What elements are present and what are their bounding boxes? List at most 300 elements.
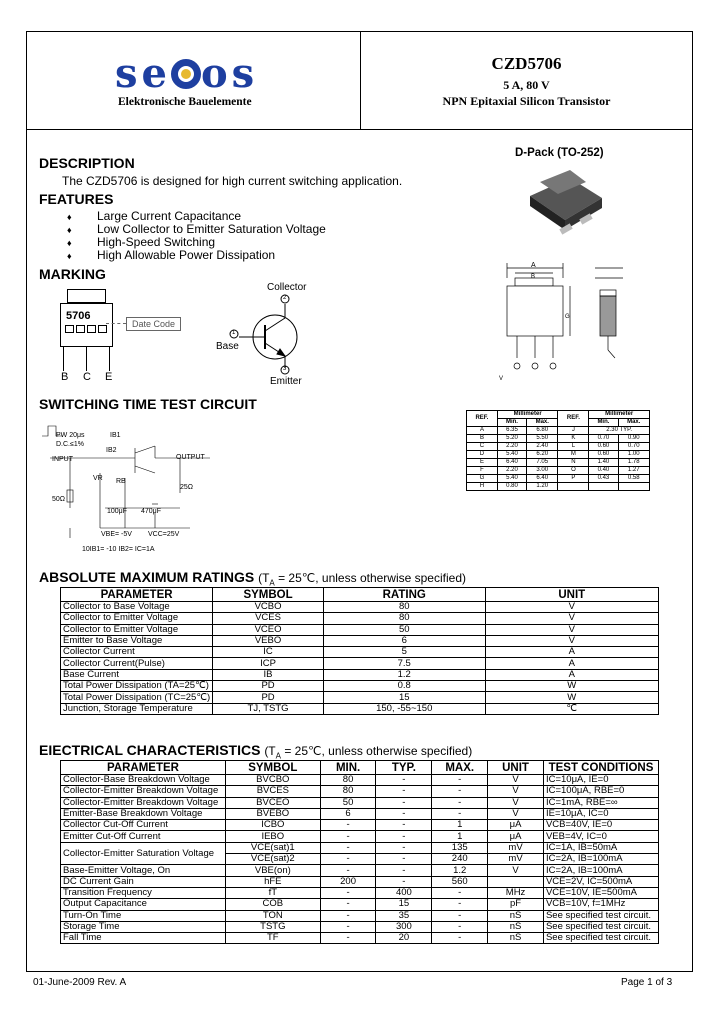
abs-cell: VCES bbox=[213, 613, 324, 624]
dim-cell: E bbox=[467, 459, 498, 467]
marking-tab bbox=[67, 289, 106, 303]
elec-cell: IE=10μA, IC=0 bbox=[543, 808, 658, 819]
elec-cell: IC=1mA, RBE=∞ bbox=[543, 797, 658, 808]
base-label: Base bbox=[216, 341, 239, 352]
abs-cell: V bbox=[485, 624, 658, 635]
abs-cell: IC bbox=[213, 647, 324, 658]
elec-row bbox=[61, 775, 659, 786]
abs-cell: V bbox=[485, 602, 658, 613]
elec-row bbox=[61, 899, 659, 910]
elec-cell: - bbox=[432, 899, 488, 910]
dim-cell: F bbox=[467, 467, 498, 475]
elec-cell: - bbox=[432, 797, 488, 808]
abs-cell: A bbox=[485, 658, 658, 669]
dim-cell: 5.50 bbox=[527, 435, 558, 443]
elec-cell: ICBO bbox=[225, 820, 320, 831]
dim-cell: N bbox=[558, 459, 589, 467]
elec-cell: VEB=4V, IC=0 bbox=[543, 831, 658, 842]
dim-cell: M bbox=[558, 451, 589, 459]
abs-header: UNIT bbox=[485, 588, 658, 602]
dim-cell: O bbox=[558, 467, 589, 475]
dim-cell: 2.30 TYP. bbox=[589, 427, 650, 435]
elec-cell: Emitter Cut-Off Current bbox=[61, 831, 226, 842]
elec-cell: VBE(on) bbox=[225, 865, 320, 876]
elec-header: PARAMETER bbox=[61, 761, 226, 775]
dim-cell bbox=[558, 483, 589, 491]
elec-cell: fT bbox=[225, 887, 320, 898]
abs-cell: 5 bbox=[323, 647, 485, 658]
elec-row bbox=[61, 797, 659, 808]
abs-cell: 150, -55~150 bbox=[323, 703, 485, 714]
abs-cell: V bbox=[485, 613, 658, 624]
elec-cell: Base-Emitter Voltage, On bbox=[61, 865, 226, 876]
dim-cell bbox=[618, 483, 649, 491]
circuit-conditions: 10IB1= -10 IB2= IC=1A bbox=[82, 546, 155, 553]
elec-cell: - bbox=[376, 842, 432, 853]
abs-cell: 7.5 bbox=[323, 658, 485, 669]
abs-cell: PD bbox=[213, 681, 324, 692]
dim-cell: L bbox=[558, 443, 589, 451]
elec-cell: COB bbox=[225, 899, 320, 910]
pin-label-e: E bbox=[105, 371, 113, 383]
dim-cell: J bbox=[558, 427, 589, 435]
elec-cell: V bbox=[488, 808, 544, 819]
elec-cell: - bbox=[320, 820, 376, 831]
elec-cell: TON bbox=[225, 910, 320, 921]
dim-cell: C bbox=[467, 443, 498, 451]
elec-cell: μA bbox=[488, 820, 544, 831]
elec-cell: - bbox=[376, 876, 432, 887]
secos-logo: se os bbox=[115, 50, 259, 97]
elec-cell: Emitter-Base Breakdown Voltage bbox=[61, 808, 226, 819]
logo-subtitle: Elektronische Bauelemente bbox=[118, 96, 252, 108]
part-rating: 5 A, 80 V bbox=[503, 78, 550, 92]
elec-header: SYMBOL bbox=[225, 761, 320, 775]
abs-cell: TJ, TSTG bbox=[213, 703, 324, 714]
dim-row bbox=[467, 459, 650, 467]
dim-cell: 5.40 bbox=[497, 475, 526, 483]
elec-header: UNIT bbox=[488, 761, 544, 775]
elec-cell: mV bbox=[488, 842, 544, 853]
marking-lead bbox=[63, 347, 64, 371]
elec-row bbox=[61, 820, 659, 831]
dim-cell: 6.40 bbox=[497, 459, 526, 467]
elec-cell: - bbox=[376, 797, 432, 808]
marking-heading: MARKING bbox=[39, 266, 106, 282]
npn-transistor-symbol bbox=[225, 290, 315, 380]
elec-cell: - bbox=[320, 887, 376, 898]
elec-cell: - bbox=[376, 786, 432, 797]
circuit-vr: VR bbox=[93, 475, 103, 482]
abs-cell: IB bbox=[213, 669, 324, 680]
abs-heading: ABSOLUTE MAXIMUM RATINGS ($T_A$ = 25℃, unless otherwise specified) bbox=[39, 569, 466, 588]
dim-cell bbox=[589, 483, 618, 491]
electrical-table bbox=[60, 760, 659, 944]
elec-cell: - bbox=[376, 865, 432, 876]
dim-cell: D bbox=[467, 451, 498, 459]
abs-cell: W bbox=[485, 681, 658, 692]
elec-cell: V bbox=[488, 797, 544, 808]
dim-cell: 6.35 bbox=[497, 427, 526, 435]
elec-cell: VCE=10V, IE=500mA bbox=[543, 887, 658, 898]
elec-cell bbox=[488, 876, 544, 887]
elec-cell: nS bbox=[488, 910, 544, 921]
elec-cell: Output Capacitance bbox=[61, 899, 226, 910]
elec-row bbox=[61, 933, 659, 944]
header-divider bbox=[26, 129, 693, 130]
elec-row bbox=[61, 921, 659, 932]
abs-cell: 80 bbox=[323, 602, 485, 613]
elec-cell: - bbox=[320, 842, 376, 853]
elec-cell: - bbox=[432, 910, 488, 921]
abs-row bbox=[61, 658, 659, 669]
elec-cell: BVEBO bbox=[225, 808, 320, 819]
elec-cell: 560 bbox=[432, 876, 488, 887]
dim-cell: 6.80 bbox=[527, 427, 558, 435]
elec-cell: 200 bbox=[320, 876, 376, 887]
dim-cell: 0.80 bbox=[497, 483, 526, 491]
part-description: NPN Epitaxial Silicon Transistor bbox=[442, 94, 611, 108]
dim-cell: H bbox=[467, 483, 498, 491]
elec-cell: - bbox=[320, 899, 376, 910]
elec-cell: VCB=40V, IE=0 bbox=[543, 820, 658, 831]
elec-cell: - bbox=[432, 775, 488, 786]
elec-cell: VCE=2V, IC=500mA bbox=[543, 876, 658, 887]
abs-cell: VEBO bbox=[213, 635, 324, 646]
elec-cell: TSTG bbox=[225, 921, 320, 932]
dim-cell: 0.70 bbox=[618, 443, 649, 451]
circuit-25ohm: 25Ω bbox=[180, 484, 194, 491]
elec-cell: 50 bbox=[320, 797, 376, 808]
abs-cell: ICP bbox=[213, 658, 324, 669]
elec-cell: 300 bbox=[376, 921, 432, 932]
package-outline-drawing bbox=[495, 258, 635, 383]
dim-cell: 0.70 bbox=[589, 435, 618, 443]
description-text: The CZD5706 is designed for high current switching application. bbox=[62, 174, 403, 188]
abs-row bbox=[61, 681, 659, 692]
abs-row bbox=[61, 635, 659, 646]
circuit-input: INPUT bbox=[52, 456, 73, 463]
elec-header: MAX. bbox=[432, 761, 488, 775]
elec-cell: 1 bbox=[432, 820, 488, 831]
elec-cell: mV bbox=[488, 854, 544, 865]
switching-heading: SWITCHING TIME TEST CIRCUIT bbox=[39, 396, 257, 412]
elec-cell: 400 bbox=[376, 887, 432, 898]
pin-number-3: 3 bbox=[283, 366, 287, 372]
emitter-label: Emitter bbox=[270, 376, 302, 387]
elec-cell: μA bbox=[488, 831, 544, 842]
elec-cell: 1 bbox=[432, 831, 488, 842]
dim-row bbox=[467, 427, 650, 435]
elec-header: TEST CONDITIONS bbox=[543, 761, 658, 775]
elec-row bbox=[61, 842, 659, 853]
elec-cell: Fall Time bbox=[61, 933, 226, 944]
date-code-leader bbox=[106, 323, 126, 324]
abs-row bbox=[61, 613, 659, 624]
abs-cell: ℃ bbox=[485, 703, 658, 714]
marking-lead bbox=[86, 347, 87, 371]
dim-row bbox=[467, 443, 650, 451]
elec-cell: hFE bbox=[225, 876, 320, 887]
footer-page: Page 1 of 3 bbox=[621, 977, 673, 988]
elec-cell: Transition Frequency bbox=[61, 887, 226, 898]
dim-cell: 1.20 bbox=[527, 483, 558, 491]
abs-row bbox=[61, 703, 659, 714]
elec-cell: Collector-Emitter Breakdown Voltage bbox=[61, 786, 226, 797]
elec-cell: Storage Time bbox=[61, 921, 226, 932]
elec-cell: - bbox=[376, 831, 432, 842]
circuit-vbe: VBE= -5V bbox=[101, 531, 132, 538]
dim-cell: 0.90 bbox=[618, 435, 649, 443]
abs-cell: Collector Current bbox=[61, 647, 213, 658]
abs-cell: W bbox=[485, 692, 658, 703]
elec-cell: pF bbox=[488, 899, 544, 910]
elec-cell: VCE(sat)2 bbox=[225, 854, 320, 865]
elec-cell: IC=2A, IB=100mA bbox=[543, 865, 658, 876]
elec-cell: See specified test circuit. bbox=[543, 921, 658, 932]
elec-cell: VCB=10V, f=1MHz bbox=[543, 899, 658, 910]
abs-row bbox=[61, 602, 659, 613]
abs-cell: A bbox=[485, 669, 658, 680]
circuit-ib2: IB2 bbox=[106, 447, 117, 454]
dim-row bbox=[467, 475, 650, 483]
collector-label: Collector bbox=[267, 282, 307, 293]
elec-header: TYP. bbox=[376, 761, 432, 775]
dim-row bbox=[467, 451, 650, 459]
elec-cell: 135 bbox=[432, 842, 488, 853]
elec-cell: BVCES bbox=[225, 786, 320, 797]
dim-cell: 0.58 bbox=[618, 475, 649, 483]
date-code-label: Date Code bbox=[126, 317, 181, 331]
elec-row bbox=[61, 831, 659, 842]
elec-cell: BVCEO bbox=[225, 797, 320, 808]
elec-header: MIN. bbox=[320, 761, 376, 775]
dim-cell: 2.40 bbox=[527, 443, 558, 451]
elec-cell: IC=10μA, IE=0 bbox=[543, 775, 658, 786]
dimension-table bbox=[466, 410, 650, 491]
elec-cell: IC=1A, IB=50mA bbox=[543, 842, 658, 853]
elec-cell: - bbox=[376, 808, 432, 819]
elec-cell: V bbox=[488, 865, 544, 876]
elec-heading: EIECTRICAL CHARACTERISTICS ($T_A$ = 25℃, unless otherwise specified) bbox=[39, 742, 473, 761]
elec-cell: See specified test circuit. bbox=[543, 910, 658, 921]
abs-cell: 15 bbox=[323, 692, 485, 703]
elec-cell: Collector Cut-Off Current bbox=[61, 820, 226, 831]
elec-row bbox=[61, 887, 659, 898]
abs-cell: 1.2 bbox=[323, 669, 485, 680]
dim-cell: 2.20 bbox=[497, 467, 526, 475]
elec-cell: VCE(sat)1 bbox=[225, 842, 320, 853]
elec-cell: DC Current Gain bbox=[61, 876, 226, 887]
dim-header: Millimeter bbox=[497, 411, 558, 419]
abs-cell: Collector to Emitter Voltage bbox=[61, 613, 213, 624]
circuit-pw: PW 20μs bbox=[56, 432, 85, 439]
dim-cell: 5.20 bbox=[497, 435, 526, 443]
circuit-50ohm: 50Ω bbox=[52, 496, 66, 503]
abs-max-table bbox=[60, 587, 659, 715]
abs-cell: Base Current bbox=[61, 669, 213, 680]
dim-cell: 7.05 bbox=[527, 459, 558, 467]
elec-cell: 1.2 bbox=[432, 865, 488, 876]
pin-label-c: C bbox=[83, 371, 91, 383]
dim-cell: B bbox=[467, 435, 498, 443]
elec-cell: 20 bbox=[376, 933, 432, 944]
elec-cell: - bbox=[432, 786, 488, 797]
package-title: D-Pack (TO-252) bbox=[515, 147, 604, 159]
elec-cell: TF bbox=[225, 933, 320, 944]
dim-header: REF. bbox=[558, 411, 589, 427]
dim-cell: 6.40 bbox=[527, 475, 558, 483]
feature-item: ♦ High Allowable Power Dissipation bbox=[67, 248, 276, 262]
elec-cell: BVCBO bbox=[225, 775, 320, 786]
dim-row bbox=[467, 467, 650, 475]
circuit-470uf: 470μF bbox=[141, 508, 161, 515]
circuit-100uf: 100μF bbox=[107, 508, 127, 515]
dim-cell: 0.60 bbox=[589, 443, 618, 451]
abs-row bbox=[61, 624, 659, 635]
elec-cell: - bbox=[320, 831, 376, 842]
abs-cell: A bbox=[485, 647, 658, 658]
elec-cell: Collector-Base Breakdown Voltage bbox=[61, 775, 226, 786]
marking-code: 5706 bbox=[66, 310, 91, 322]
dim-cell: 6.20 bbox=[527, 451, 558, 459]
abs-header: PARAMETER bbox=[61, 588, 213, 602]
pin-number-1: 1 bbox=[232, 330, 236, 336]
svg-text:V: V bbox=[499, 376, 504, 382]
dim-cell: K bbox=[558, 435, 589, 443]
elec-cell: - bbox=[376, 820, 432, 831]
elec-cell: Turn-On Time bbox=[61, 910, 226, 921]
package-image bbox=[520, 168, 610, 248]
abs-cell: Total Power Dissipation (TA=25℃) bbox=[61, 681, 213, 692]
pin-label-b: B bbox=[61, 371, 69, 383]
pin-number-2: 2 bbox=[283, 295, 287, 301]
dim-row bbox=[467, 483, 650, 491]
dim-cell: A bbox=[467, 427, 498, 435]
logo-ring-icon bbox=[171, 59, 201, 89]
abs-cell: 50 bbox=[323, 624, 485, 635]
elec-cell: Collector-Emitter Breakdown Voltage bbox=[61, 797, 226, 808]
dim-cell: 1.78 bbox=[618, 459, 649, 467]
dim-cell: 1.00 bbox=[618, 451, 649, 459]
abs-cell: 80 bbox=[323, 613, 485, 624]
dim-header: Millimeter bbox=[589, 411, 650, 419]
elec-row bbox=[61, 786, 659, 797]
svg-text:B: B bbox=[531, 274, 536, 280]
part-number: CZD5706 bbox=[491, 54, 562, 73]
elec-cell: - bbox=[432, 887, 488, 898]
dim-cell: 0.40 bbox=[589, 467, 618, 475]
abs-header: RATING bbox=[323, 588, 485, 602]
elec-cell: - bbox=[432, 808, 488, 819]
abs-cell: PD bbox=[213, 692, 324, 703]
abs-cell: VCBO bbox=[213, 602, 324, 613]
abs-row bbox=[61, 647, 659, 658]
svg-text:A: A bbox=[531, 262, 536, 269]
dim-cell: G bbox=[467, 475, 498, 483]
dim-cell: 0.60 bbox=[589, 451, 618, 459]
elec-cell: 80 bbox=[320, 775, 376, 786]
svg-text:G: G bbox=[565, 314, 570, 320]
elec-row bbox=[61, 808, 659, 819]
elec-cell: 15 bbox=[376, 899, 432, 910]
abs-cell: V bbox=[485, 635, 658, 646]
elec-cell: - bbox=[320, 865, 376, 876]
dim-subheader: Min. bbox=[589, 419, 618, 427]
dim-cell: 2.20 bbox=[497, 443, 526, 451]
features-heading: FEATURES bbox=[39, 191, 114, 207]
elec-cell: nS bbox=[488, 921, 544, 932]
elec-cell: IC=100μA, RBE=0 bbox=[543, 786, 658, 797]
dim-subheader: Max. bbox=[527, 419, 558, 427]
dim-cell: 1.40 bbox=[589, 459, 618, 467]
abs-cell: Junction, Storage Temperature bbox=[61, 703, 213, 714]
elec-cell: 80 bbox=[320, 786, 376, 797]
abs-row bbox=[61, 669, 659, 680]
abs-cell: 6 bbox=[323, 635, 485, 646]
circuit-vcc: VCC=25V bbox=[148, 531, 180, 538]
elec-cell: Collector-Emitter Saturation Voltage bbox=[61, 842, 226, 865]
elec-cell: - bbox=[376, 854, 432, 865]
circuit-rb: RB bbox=[116, 478, 126, 485]
elec-cell: IC=2A, IB=100mA bbox=[543, 854, 658, 865]
feature-item: ♦ High-Speed Switching bbox=[67, 235, 216, 249]
abs-cell: Collector Current(Pulse) bbox=[61, 658, 213, 669]
elec-cell: 35 bbox=[376, 910, 432, 921]
feature-item: ♦ Large Current Capacitance bbox=[67, 209, 242, 223]
dim-cell: 1.27 bbox=[618, 467, 649, 475]
marking-lead bbox=[109, 347, 110, 371]
date-code-boxes bbox=[65, 325, 107, 333]
abs-cell: VCEO bbox=[213, 624, 324, 635]
abs-cell: Emitter to Base Voltage bbox=[61, 635, 213, 646]
elec-cell: MHz bbox=[488, 887, 544, 898]
abs-cell: 0.8 bbox=[323, 681, 485, 692]
dim-cell: 3.00 bbox=[527, 467, 558, 475]
elec-cell: V bbox=[488, 775, 544, 786]
abs-cell: Collector to Emitter Voltage bbox=[61, 624, 213, 635]
abs-cell: Total Power Dissipation (TC=25℃) bbox=[61, 692, 213, 703]
elec-cell: - bbox=[320, 933, 376, 944]
dim-subheader: Max. bbox=[618, 419, 649, 427]
elec-row bbox=[61, 910, 659, 921]
elec-cell: - bbox=[432, 921, 488, 932]
dim-subheader: Min. bbox=[497, 419, 526, 427]
circuit-ib1: IB1 bbox=[110, 432, 121, 439]
description-heading: DESCRIPTION bbox=[39, 155, 135, 171]
footer-date: 01-June-2009 Rev. A bbox=[33, 977, 127, 988]
abs-cell: Collector to Base Voltage bbox=[61, 602, 213, 613]
elec-row bbox=[61, 865, 659, 876]
elec-cell: IEBO bbox=[225, 831, 320, 842]
circuit-output: OUTPUT bbox=[176, 454, 205, 461]
elec-cell: V bbox=[488, 786, 544, 797]
elec-cell: - bbox=[320, 921, 376, 932]
elec-cell: - bbox=[376, 775, 432, 786]
dim-cell: P bbox=[558, 475, 589, 483]
elec-cell: - bbox=[320, 854, 376, 865]
abs-row bbox=[61, 692, 659, 703]
abs-header: SYMBOL bbox=[213, 588, 324, 602]
elec-cell: 6 bbox=[320, 808, 376, 819]
elec-cell: See specified test circuit. bbox=[543, 933, 658, 944]
elec-cell: nS bbox=[488, 933, 544, 944]
dim-cell: 0.43 bbox=[589, 475, 618, 483]
dim-header: REF. bbox=[467, 411, 498, 427]
dim-row bbox=[467, 435, 650, 443]
elec-cell: - bbox=[320, 910, 376, 921]
circuit-dc: D.C.≤1% bbox=[56, 441, 84, 448]
